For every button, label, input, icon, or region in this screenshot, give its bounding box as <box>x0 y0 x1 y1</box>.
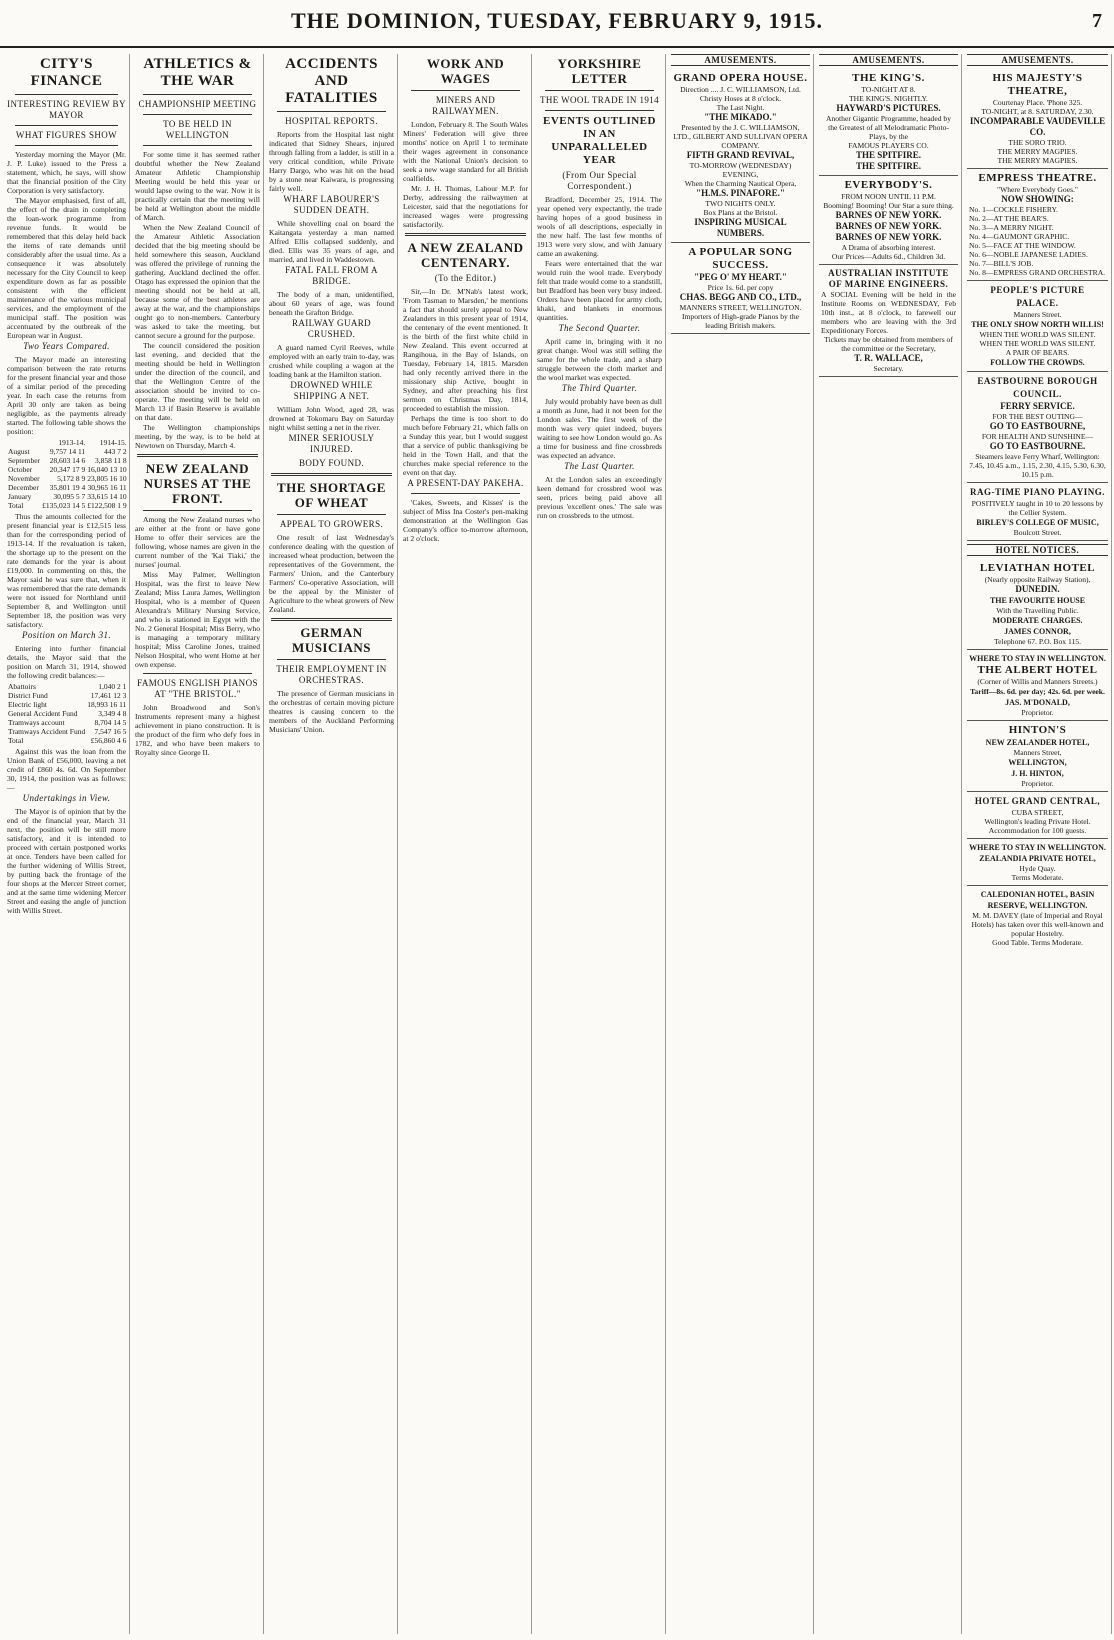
article-subheading: (To the Editor.) <box>434 273 497 283</box>
article-subheading: INTERESTING REVIEW BY MAYOR <box>7 99 126 120</box>
table-row: November 5,172 8 9 23,805 16 10 <box>8 474 127 483</box>
article-subheading: HOSPITAL REPORTS. <box>285 116 378 126</box>
article-heading: WORK AND WAGES <box>426 56 505 86</box>
section-subheading: The Last Quarter. <box>564 461 635 471</box>
section-label: AMUSEMENTS. <box>819 54 958 66</box>
table-row: August 9,757 14 11 443 7 2 <box>8 447 127 456</box>
table-row: Electric light 18,993 16 11 <box>8 700 127 709</box>
article-subheading: TO BE HELD IN WELLINGTON <box>163 119 232 140</box>
advert-grand-opera-house: GRAND OPERA HOUSE. Direction .... J. C. WILLIAMSON, Ltd. Christy Hoses at 8 o'clock. The Last Night. "THE MIKADO." Presented by the J. C. WILLIAMSON, LTD., GILBERT AND SULLIVAN OPERA COMPANY. FIFTH GRAND REVIVAL, TO-MORROW (WEDNESDAY) EVENING, When the Charming Nautical Opera, "H.M.S. PINAFORE." TWO NIGHTS ONLY. Box Plans at the Bristol. INSPIRING MUSICAL NUMBERS. <box>671 69 810 243</box>
section-subheading: The Third Quarter. <box>561 383 638 393</box>
article-subheading: THE WOOL TRADE IN 1914 <box>539 95 660 105</box>
column-yorkshire-letter: YORKSHIRE LETTER THE WOOL TRADE IN 1914 EVENTS OUTLINED IN AN UNPARALLELED YEAR (From Our Special Correspondent.) Bradford, December 25, 1914. The year opened very expectantly, the trade having hopes of a good business in wools of all descriptions, especially in the new half. The last few months of 1913 were very slow, and with January came an awakening. Fears were entertained that the war would ruin the wool trade. Everybody felt that trade would come to a standstill, but Bradford has been very busy indeed. Orders have been placed for army cloth, khaki, and blankets in enormous quantities. The Second Quarter. April came in, bringing with it no great change. Wool was still selling the same for the whole trade, and a sharp struggle between the cloth market and the wool market was expected. The Third Quarter. July would probably have been as dull a month as June, had it not been for the London sales. The first week of the month was very quiet indeed, buyers waiting to see how London would go. As a time for business and fine crossbreds was expected an advance. The Last Quarter. At the London sales an exceedingly keen demand for crossbred wool was seen, prices being paid above all previous 'excellent ones.' The sale was run on crossbreds to the utmost. <box>534 54 666 1634</box>
article-heading: EVENTS OUTLINED IN AN UNPARALLELED YEAR <box>543 115 656 166</box>
table-row: October 20,347 17 9 16,040 13 10 <box>8 465 127 474</box>
advert-sheet-music: A POPULAR SONG SUCCESS. "PEG O' MY HEART." Price 1s. 6d. per copy CHAS. BEGG AND CO., LTD., MANNERS STREET, WELLINGTON. Importers of High-grade Pianos by the leading British makers. <box>671 243 810 334</box>
section-subheading: Undertakings in View. <box>22 793 111 803</box>
advert-eastbourne-ferry: EASTBOURNE BOROUGH COUNCIL. FERRY SERVICE. FOR THE BEST OUTING— GO TO EASTBOURNE, FOR HEALTH AND SUNSHINE— GO TO EASTBOURNE. Steamers leave Ferry Wharf, Wellington: 7.45, 10.45 a.m., 1.15, 2.30, 4.15, 5.30, 6.30, 10.15 p.m. <box>967 372 1108 483</box>
column-city-finance: CITY'S FINANCE INTERESTING REVIEW BY MAYOR WHAT FIGURES SHOW Yesterday morning the Mayor (Mr. J. P. Luke) issued to the Press a statement, which, he says, will show that the financial position of the City Corporation is very satisfactory. The Mayor emphasised, first of all, the effect of the drain in completing the loan-work programme from revenue funds. It would be remembered that this delay held back the items of rate demands until considerably after the usual time. As a consequence it was absolutely necessary for the City Council to keep expenditure down as far as possible consistent with the efficient maintenance of the various municipal services, and the employment of the municipal staff. The position was accentuated by the outbreak of the European war in August. Two Years Compared. The Mayor made an interesting comparison between the rate returns for the present financial year and those of a similar period of the preceding year. In each case the returns from April 30 only are taken as being negligible, as the payments already started. The following table shows the position: 1913-14. 1914-15. August 9,757 14 11 443 7 2 September 28,603 14 6 3,858 11 8 October 20,347 17 9 16,040 13 10 November 5,172 8 9 23,805 16 10 December 35,801 19 4 30,965 16 11 January 30,095 5 7 33,615 14 10 Total £135,023 14 5 £122,508 1 9 Thus the amounts collected for the present financial year is £12,515 less than for the corresponding period of 1913-14. If the revaluation is taken, the shortage up to the present on the rate demands for the year is about £19,000. In commenting on this, the Mayor said he was sure that, when it was remembered that the rate demands were not issued for Northland until September 8, and Wellington until September 18, the position was very satisfactory. Position on March 31. Entering into further financial details, the Mayor said that the position on March 31, 1914, showed the following credit balances:— Abattoirs 1,040 2 1 District Fund 17,461 12 3 Electric light 18,993 16 11 General Accident Fund 3,349 4 8 Tramways account 8,704 14 5 Tramways Accident Fund 7,547 16 5 Total £56,860 4 6 Against this was the loan from the Union Bank of £56,000, leaving a net credit of £860 4s. 6d. On September 30, 1914, the position was as follows:— Undertakings in View. The Mayor is of opinion that by the end of the financial year, March 31 next, the position will be still more satisfactory, and it is intended to proceed with certain postponed works at once. Tenders have been called for the further widening of Willis Street, by putting back the frontage of the four shops at the Mercer Street corner, and at the same time widening Mercer Street and easing the angle of junction with Willis Street. <box>4 54 130 1634</box>
section-label: AMUSEMENTS. <box>967 54 1108 66</box>
advert-hintons-hotel: HINTON'S NEW ZEALANDER HOTEL, Manners Street, WELLINGTON, J. H. HINTON, Proprietor. <box>967 721 1108 792</box>
article-heading: ACCIDENTS AND FATALITIES <box>285 56 378 106</box>
article-body: For some time it has seemed rather doubtful whether the New Zealand Amateur Athletic Championship Meeting would be held this year or would lapse owing to the war. Now it is practically certain that the meeting will be held at Wellington about the middle of March. When the New Zealand Council of the Amateur Athletic Association decided that the big meeting should be held somewhere this season, Auckland was offered the privilege of running the gathering. Auckland declined the offer. Otago has expressed the opinion that the meeting should not be held at all, because some of the best athletes are away at the war, and the championships ought go to non-members. Canterbury was asked to take the meeting, but cannot secure a ground for the purpose. The council considered the position last evening, and decided that the meeting should be held in Wellington under the direction of the council, and that the Wellington Centre of the association should be invited to co-operate. The meeting will be held on March 13 if Basin Reserve is available on that date. The Wellington championships meeting, by the way, is to be held at Newtown on Thursday, March 4. <box>135 150 260 450</box>
rates-table: 1913-14. 1914-15. August 9,757 14 11 443 7 2 September 28,603 14 6 3,858 11 8 October 20,347 17 9 16,040 13 10 November 5,172 8 9 23,805 16 10 December 35,801 19 4 30,965 16 11 January 30,095 5 7 33,615 14 10 Total £135,023 14 5 £122,508 1 9 <box>8 438 127 510</box>
article-subheading: DROWNED WHILE SHIPPING A NET. <box>290 380 373 401</box>
advert-his-majestys: HIS MAJESTY'S THEATRE, Courtenay Place. 'Phone 325. TO-NIGHT, at 8. SATURDAY, 2.30. INCOMPARABLE VAUDEVILLE CO. THE SORO TRIO. THE MERRY MAGPIES. THE MERRY MAGPIES. <box>967 69 1108 169</box>
section-label: AMUSEMENTS. <box>671 54 810 66</box>
advert-leviathan-hotel: LEVIATHAN HOTEL (Nearly opposite Railway Station), DUNEDIN. THE FAVOURITE HOUSE With the Travelling Public. MODERATE CHARGES. JAMES CONNOR, Telephone 67. P.O. Box 115. <box>967 559 1108 650</box>
column-amusements-1 <box>668 54 814 1634</box>
column-accidents: ACCIDENTS AND FATALITIES HOSPITAL REPORTS. Reports from the Hospital last night indicated that Sidney Shears, injured through falling from a ladder, is still in a very critical condition, while Private Harry Dargo, who was hit on the head by a stone near Kaiwara, is progressing fairly well. WHARF LABOURER'S SUDDEN DEATH. While shovelling coal on board the Kaitangata yesterday a man named Alfred Ellis collapsed suddenly, and died. Ellis was 35 years of age, and married, and lived in Waddestown. FATAL FALL FROM A BRIDGE. The body of a man, unidentified, about 60 years of age, was found beneath the Grafton Bridge. RAILWAY GUARD CRUSHED. A guard named Cyril Reeves, while employed with an early train to-day, was crushed while coupling a wagon at the loading bank at the Hamilton station. DROWNED WHILE SHIPPING A NET. William John Wood, aged 28, was drowned at Tokomaru Bay on Saturday night whilst setting a net in the river. MINER SERIOUSLY INJURED. BODY FOUND. THE SHORTAGE OF WHEAT APPEAL TO GROWERS. One result of last Wednesday's conference dealing with the question of increased wheat production, between the representatives of the Government, the Farmers' Union, and the Canterbury Farmers' Co-operative Association, will be the appeal by the Minister of Agriculture to the wheat growers of New Zealand. GERMAN MUSICIANS THEIR EMPLOYMENT IN ORCHESTRAS. The presence of German musicians in the orchestras of certain moving picture theatres is causing concern to the members of the Auckland Performing Musicians' Union. <box>266 54 398 1634</box>
article-subheading: APPEAL TO GROWERS. <box>279 519 384 529</box>
article-heading: ATHLETICS & THE WAR <box>143 56 252 89</box>
advert-kings-theatre: THE KING'S. TO-NIGHT AT 8. THE KING'S. NIGHTLY. HAYWARD'S PICTURES. Another Gigantic Programme, headed by the Greatest of all Melodramatic Photo-Plays, by the FAMOUS PLAYERS CO. THE SPITFIRE. THE SPITFIRE. <box>819 69 958 176</box>
article-subheading: BODY FOUND. <box>298 458 365 468</box>
article-subheading: WHARF LABOURER'S SUDDEN DEATH. <box>283 194 380 215</box>
article-subheading: (From Our Special Correspondent.) <box>562 170 637 191</box>
article-heading: YORKSHIRE LETTER <box>557 56 642 86</box>
article-subheading: MINERS AND RAILWAYMEN. <box>432 95 499 116</box>
section-subheading: Two Years Compared. <box>23 341 110 351</box>
section-label: HOTEL NOTICES. <box>967 544 1108 556</box>
article-subheading: CHAMPIONSHIP MEETING <box>138 99 257 109</box>
table-row: September 28,603 14 6 3,858 11 8 <box>8 456 127 465</box>
article-heading: NEW ZEALAND NURSES AT THE FRONT. <box>143 461 252 506</box>
column-work-wages: WORK AND WAGES MINERS AND RAILWAYMEN. London, February 8. The South Wales Miners' Federation will give three months' notice on April 1 to terminate their wages agreement in consonance with the National Union's decision to seek a new wage standard for all British coalfields. Mr. J. H. Thomas, Labour M.P. for Derby, addressing the railwaymen at Leicester, said that the negotiations for increased wages were progressing satisfactorily. A NEW ZEALAND CENTENARY. (To the Editor.) Sir,—In Dr. M'Nab's latest work, 'From Tasman to Marsden,' he mentions a fact that should surely appeal to New Zealanders in this present year of 1914, the centenary of the event mentioned. It is the birth of the first white child in New Zealand. This event occurred at Rangihoua, in the Bay of Islands, on Tuesday, February 14, 1815. Marsden had only recently arrived there in the missionary ship Active, bought in Sydney, and after preaching his first sermon on Christmas Day, 1814, proceeded to establish the mission. Perhaps the time is too short to do much before February 21, which falls on a Sunday this year, but I would suggest that a service of public thanksgiving be held in the Town Hall, and that the churches make special reference to the event on that day. A PRESENT-DAY PAKEHA. 'Cakes, Sweets, and Kisses' is the subject of Miss Ina Coster's pen-making demonstration at the Wellington Gas Company's office to-morrow afternoon, at 2 o'clock. <box>400 54 532 1634</box>
article-subheading: MINER SERIOUSLY INJURED. <box>288 433 375 454</box>
table-total-row: Total £56,860 4 6 <box>8 736 127 745</box>
balances-table <box>7 682 127 745</box>
table-row: Tramways account 8,704 14 5 <box>8 718 127 727</box>
table-row: General Accident Fund 3,349 4 8 <box>8 709 127 718</box>
page-number: 7 <box>1092 10 1102 32</box>
article-subheading: THEIR EMPLOYMENT IN ORCHESTRAS. <box>276 664 387 685</box>
article-body: Yesterday morning the Mayor (Mr. J. P. Luke) issued to the Press a statement, which, he says, will show that the financial position of the City Corporation is very satisfactory. The Mayor emphasised, first of all, the effect of the drain in completing the loan-work programme from revenue funds. It would be remembered that this delay held back the items of rate demands until considerably after the usual time. As a consequence it was absolutely necessary for the City Council to keep expenditure down as far as possible consistent with the efficient maintenance of the various municipal services, and the employment of the municipal staff. The position was accentuated by the outbreak of the European war in August. <box>7 150 126 340</box>
advert-albert-hotel: WHERE TO STAY IN WELLINGTON. THE ALBERT HOTEL (Corner of Willis and Manners Streets.) Tariff—8s. 6d. per day; 42s. 6d. per week. JAS. M'DONALD, Proprietor. <box>967 650 1108 721</box>
article-signature: A PRESENT-DAY PAKEHA. <box>407 478 524 488</box>
advert-peoples-picture-palace: PEOPLE'S PICTURE PALACE. Manners Street. THE ONLY SHOW NORTH WILLIS! WHEN THE WORLD WAS SILENT. WHEN THE WORLD WAS SILENT. A PAIR OF BEARS. FOLLOW THE CROWDS. <box>967 281 1108 372</box>
article-heading: THE SHORTAGE OF WHEAT <box>277 480 386 510</box>
column-amusements-3 <box>964 54 1112 1634</box>
article-heading: A NEW ZEALAND CENTENARY. <box>407 240 524 270</box>
table-row: January 30,095 5 7 33,615 14 10 <box>8 492 127 501</box>
advert-marine-engineers: AUSTRALIAN INSTITUTE OF MARINE ENGINEERS. A SOCIAL Evening will be held in the Institute Rooms on WEDNESDAY, Feb 10th inst., at 8 o'clock, to farewell our members who are leaving with the 3rd Expeditionary Forces. Tickets may be obtained from members of the committee or the Secretary, T. R. WALLACE, Secretary. <box>819 265 958 377</box>
column-athletics: ATHLETICS & THE WAR CHAMPIONSHIP MEETING TO BE HELD IN WELLINGTON For some time it has seemed rather doubtful whether the New Zealand Amateur Athletic Championship Meeting would be held this year or would lapse owing to the war. Now it is practically certain that the meeting will be held at Wellington about the middle of March. When the New Zealand Council of the Amateur Athletic Association decided that the big meeting should be held somewhere this season, Auckland was offered the privilege of running the gathering. Auckland declined the offer. Otago has expressed the opinion that the meeting should not be held at all, because some of the best athletes are away at the war, and the championships ought go to non-members. Canterbury was asked to take the meeting, but cannot secure a ground for the purpose. The council considered the position last evening, and decided that the meeting should be held in Wellington under the direction of the council, and that the Wellington Centre of the association should be invited to co-operate. The meeting will be held on March 13 if Basin Reserve is available on that date. The Wellington championships meeting, by the way, is to be held at Newtown on Thursday, March 4. NEW ZEALAND NURSES AT THE FRONT. Among the New Zealand nurses who are either at the front or have gone Home to offer their services are the following, whose names are given in the current number of the 'Kai Tiaki,' the nurses' journal. Miss May Palmer, Wellington Hospital, was the first to leave New Zealand; Miss Laura James, Wellington Hospital, who is a member of Queen Alexandra's Military Nursing Service, and who is stationed in Egypt with the No. 2 General Hospital; Miss Berry, who is managing a temporary military hospital; Miss Caroline Jones, trained Nelson Hospital, who went Home at her own expense. FAMOUS ENGLISH PIANOS AT "THE BRISTOL." John Broadwood and Son's Instruments represent many a highest achievement in piano construction. It is the product of the firm who defy foes in 1782, and who have been makers to Royalty since George II. <box>132 54 264 1634</box>
advert-grand-central-hotel: HOTEL GRAND CENTRAL, CUBA STREET, Wellington's leading Private Hotel. Accommodation for 100 guests. <box>967 792 1108 839</box>
table-row: District Fund 17,461 12 3 <box>8 691 127 700</box>
article-heading: CITY'S FINANCE <box>30 56 103 89</box>
article-subheading: WHAT FIGURES SHOW <box>15 130 118 140</box>
table-total-row: Total £135,023 14 5 £122,508 1 9 <box>8 501 127 510</box>
article-heading: GERMAN MUSICIANS <box>292 625 371 655</box>
table-row: Abattoirs 1,040 2 1 <box>8 682 127 691</box>
advert-zealandia-hotel: WHERE TO STAY IN WELLINGTON. ZEALANDIA PRIVATE HOTEL, Hyde Quay. Terms Moderate. <box>967 839 1108 886</box>
article-subheading: FATAL FALL FROM A BRIDGE. <box>285 265 378 286</box>
table-row: Tramways Accident Fund 7,547 16 5 <box>8 727 127 736</box>
column-amusements-2 <box>816 54 962 1634</box>
article-subheading: FAMOUS ENGLISH PIANOS AT "THE BRISTOL." <box>137 678 258 699</box>
article-body: Among the New Zealand nurses who are either at the front or have gone Home to offer their services are the following, whose names are given in the current number of the 'Kai Tiaki,' the nurses' journal. Miss May Palmer, Wellington Hospital, was the first to leave New Zealand; Miss Laura James, Wellington Hospital, who is a member of Queen Alexandra's Military Nursing Service, and who is stationed in Egypt with the No. 2 General Hospital; Miss Berry, who is managing a temporary military hospital; Miss Caroline Jones, trained Nelson Hospital, who went Home at her own expense. <box>135 515 260 669</box>
section-subheading: The Second Quarter. <box>558 323 641 333</box>
section-subheading: Position on March 31. <box>21 630 112 640</box>
advert-ragtime-piano: RAG-TIME PIANO PLAYING. POSITIVELY taught in 10 to 20 lessons by the Cellier System. BIRLEY'S COLLEGE OF MUSIC, Boulcott Street. <box>967 483 1108 541</box>
newspaper-title: THE DOMINION, TUESDAY, FEBRUARY 9, 1915. <box>290 8 824 33</box>
article-subheading: RAILWAY GUARD CRUSHED. <box>291 318 372 339</box>
advert-everybodys: EVERYBODY'S. FROM NOON UNTIL 11 P.M. Booming! Booming! Our Star a sure thing. BARNES OF NEW YORK. BARNES OF NEW YORK. BARNES OF NEW YORK. A Drama of absorbing interest. Our Prices—Adults 6d., Children 3d. <box>819 176 958 265</box>
masthead <box>0 0 1114 48</box>
table-row: December 35,801 19 4 30,965 16 11 <box>8 483 127 492</box>
advert-empress-theatre: EMPRESS THEATRE. "Where Everybody Goes." NOW SHOWING: No. 1—COCKLE FISHERY. No. 2—AT THE BEAR'S. No. 3—A MERRY NIGHT. No. 4—GAUMONT GRAPHIC. No. 5—FACE AT THE WINDOW. No. 6—NOBLE JAPANESE LADIES. No. 7—BILL'S JOB. No. 8—EMPRESS GRAND ORCHESTRA. <box>967 169 1108 281</box>
advert-caledonian-hotel: CALEDONIAN HOTEL, BASIN RESERVE, WELLINGTON. M. M. DAVEY (late of Imperial and Royal Hotels) has taken over this well-known and popular Hostelry. Good Table. Terms Moderate. <box>971 890 1104 947</box>
